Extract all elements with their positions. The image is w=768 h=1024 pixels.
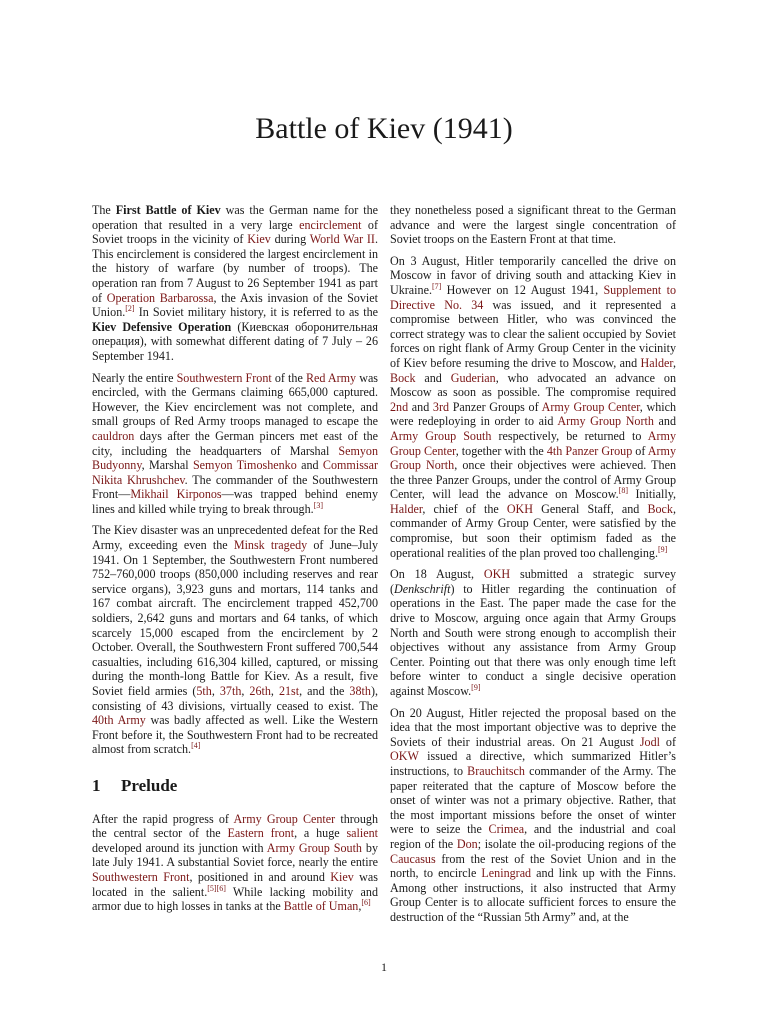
paragraph: Nearly the entire Southwestern Front of the Red Army was encircled, with the Germans claiming 665,000 captured. However, the Kiev encirclement was not complete, and small groups of Red Army troops managed to escape the cauldron days after the German pincers met east of the city, including the headquarters of Marshal Semyon Budyonny, Marshal Semyon Timoshenko and Commissar Nikita Khrushchev. The commander of the Southwestern Front—Mikhail Kirponos—was trapped behind enemy lines and killed while trying to break through.[3] bbox=[92, 370, 379, 516]
link-supplement-directive-34[interactable]: Supplement to Directive No. 34 bbox=[390, 282, 676, 312]
link-halder[interactable]: Halder bbox=[640, 355, 673, 370]
link-don[interactable]: Don bbox=[456, 836, 478, 851]
left-column bbox=[92, 203, 378, 921]
link-southwestern-front[interactable]: Southwestern Front bbox=[176, 370, 272, 385]
section-title: Prelude bbox=[121, 775, 178, 795]
link-3rd-panzer[interactable]: 3rd bbox=[432, 399, 450, 414]
link-army-group-south[interactable]: Army Group South bbox=[266, 840, 362, 855]
section-heading bbox=[92, 775, 378, 795]
link-jodl[interactable]: Jodl bbox=[639, 734, 660, 749]
link-halder[interactable]: Halder bbox=[390, 501, 423, 516]
citation-link[interactable]: [6] bbox=[361, 898, 371, 908]
citation-link[interactable]: [3] bbox=[313, 500, 324, 510]
link-2nd-panzer[interactable]: 2nd bbox=[390, 399, 409, 414]
link-5th-army[interactable]: 5th bbox=[196, 684, 212, 698]
link-army-group-north[interactable]: Army Group North bbox=[557, 414, 654, 429]
page-number: 1 bbox=[381, 960, 387, 974]
paragraph: On 20 August, Hitler rejected the proposal based on the idea that the most important objective was to deprive the Soviets of their industrial areas. On 21 August Jodl of OKW issued a directive, which summarized Hitler’s instructions, to Brauchitsch commander of the Army. The paper reiterated that the capture of Moscow before the onset of winter was not a primary objective. Rather, that the most important missions before the onset of winter were to seize the Crimea, and the industrial and coal region of the Don; isolate the oil-producing regions of the Caucasus from the rest of the Soviet Union and in the north, to encircle Leningrad and link up with the Finns. Among other instructions, it also instructed that Army Group Center is to allocate sufficient forces to ensure the destruction of the “Russian 5th Army” and, at the bbox=[390, 705, 677, 924]
link-red-army[interactable]: Red Army bbox=[305, 370, 357, 385]
italic-term: Denkschrift bbox=[394, 581, 451, 596]
link-salient[interactable]: salient bbox=[346, 826, 379, 841]
paragraph: The First Battle of Kiev was the German name for the operation that resulted in a very large encirclement of Soviet troops in the vicinity of Kiev during World War II. This encirclement is considered the largest encirclement in the history of warfare (by number of troops). The operation ran from 7 August to 26 September 1941 as part of Operation Barbarossa, the Axis invasion of the Soviet Union.[2] In Soviet military history, it is referred to as the Kiev Defensive Operation (Киевская оборонительная операция), with somewhat different dating of 7 July – 26 September 1941. bbox=[92, 203, 378, 363]
link-brauchitsch[interactable]: Brauchitsch bbox=[467, 763, 525, 778]
citation-link[interactable]: [7] bbox=[431, 281, 442, 291]
link-bock[interactable]: Bock bbox=[647, 501, 673, 516]
right-column bbox=[390, 203, 676, 932]
link-world-war-ii[interactable]: World War II bbox=[309, 232, 375, 247]
link-crimea[interactable]: Crimea bbox=[488, 822, 525, 837]
link-operation-barbarossa[interactable]: Operation Barbarossa bbox=[106, 290, 214, 305]
link-army-group-center[interactable]: Army Group Center bbox=[541, 399, 640, 414]
link-encirclement[interactable]: encirclement bbox=[299, 217, 362, 232]
link-bock[interactable]: Bock bbox=[390, 370, 416, 385]
bold-term: Kiev Defensive Operation bbox=[92, 319, 232, 334]
link-army-group-center[interactable]: Army Group Center bbox=[390, 428, 676, 458]
link-guderian[interactable]: Guderian bbox=[450, 370, 496, 385]
link-40th-army[interactable]: 40th Army bbox=[92, 713, 146, 728]
paragraph: On 3 August, Hitler temporarily cancelled the drive on Moscow in favor of driving south and attacking Kiev in Ukraine.[7] However on 12 August 1941, Supplement to Directive No. 34 was issued, and it represented a compromise between Hitler, who was convinced the correct strategy was to clear the salient occupied by Soviet forces on right flank of Army Group Center in the vicinity of Kiev before resuming the drive to Moscow, and Halder, Bock and Guderian, who advocated an advance on Moscow as soon as possible. The compromise required 2nd and 3rd Panzer Groups of Army Group Center, which were redeploying in order to aid Army Group North and Army Group South respectively, be returned to Army Group Center, together with the 4th Panzer Group of Army Group North, once their objectives were achieved. Then the three Panzer Groups, under the control of Army Group Center, will lead the advance on Moscow.[8] Initially, Halder, chief of the OKH General Staff, and Bock, commander of Army Group Center, were satisfied by the compromise, but soon their optimism faded as the operational realities of the plan proved too challenging.[9] bbox=[390, 253, 677, 560]
link-okw[interactable]: OKW bbox=[390, 749, 419, 764]
citation-link[interactable]: [2] bbox=[125, 304, 135, 314]
citation-link[interactable]: [4] bbox=[191, 741, 201, 751]
link-minsk-tragedy[interactable]: Minsk tragedy bbox=[233, 538, 308, 553]
citation-link[interactable]: [5][6] bbox=[207, 883, 226, 893]
link-37th-army[interactable]: 37th bbox=[219, 684, 242, 698]
paragraph: The Kiev disaster was an unprecedented defeat for the Red Army, exceeding even the Minsk tragedy of June–July 1941. On 1 September, the Southwestern Front numbered 752–760,000 troops (850,000 including reserves and rear service organs), 3,923 guns and mortars, 114 tanks and 167 combat aircraft. The encirclement trapped 452,700 soldiers, 2,642 guns and mortars and 64 tanks, of which scarcely 15,000 escaped from the encirclement by 2 October. Overall, the Southwestern Front suffered 700,544 casualties, including 616,304 killed, captured, or missing during the month-long Battle for Kiev. As a result, five Soviet field armies (5th, 37th, 26th, 21st, and the 38th), consisting of 43 divisions, virtually ceased to exist. The 40th Army was badly affected as well. Like the Western Front before it, the Southwestern Front had to be recreated almost from scratch.[4] bbox=[92, 523, 379, 757]
citation-link[interactable]: [8] bbox=[618, 486, 629, 496]
link-army-group-north[interactable]: Army Group North bbox=[390, 443, 676, 473]
paragraph: After the rapid progress of Army Group Center through the central sector of the Eastern front, a huge salient developed around its junction with Army Group South by late July 1941. A substantial Soviet force, nearly the entire Southwestern Front, positioned in and around Kiev was located in the salient.[5][6] While lacking mobility and armor due to high losses in tanks at the Battle of Uman,[6] bbox=[92, 811, 379, 914]
article-title: Battle of Kiev (1941) bbox=[255, 112, 513, 145]
link-okh[interactable]: OKH bbox=[506, 501, 534, 516]
section-number: 1 bbox=[92, 775, 101, 795]
link-eastern-front[interactable]: Eastern front bbox=[227, 826, 295, 841]
link-army-group-center[interactable]: Army Group Center bbox=[233, 811, 336, 826]
link-semyon-budyonny[interactable]: Semyon Budyonny bbox=[92, 443, 378, 473]
link-nikita-khrushchev[interactable]: Commissar Nikita Khrushchev bbox=[92, 458, 379, 487]
paragraph: they nonetheless posed a significant threat to the German advance and were the largest single concentration of Soviet troops on the Eastern Front at that time. bbox=[390, 203, 676, 247]
link-semyon-timoshenko[interactable]: Semyon Timoshenko bbox=[192, 458, 297, 473]
link-army-group-south[interactable]: Army Group South bbox=[390, 428, 492, 443]
paragraph: On 18 August, OKH submitted a strategic survey (Denkschrift) to Hitler regarding the continuation of operations in the East. The paper made the case for the drive to Moscow, arguing once again that Army Groups North and South were strong enough to accomplish their objectives without any assistance from Army Group Center. Pointing out that there was only enough time left before winter to conduct a single decisive operation against Moscow.[9] bbox=[390, 567, 676, 698]
link-38th-army[interactable]: 38th bbox=[349, 684, 371, 698]
link-26th-army[interactable]: 26th bbox=[249, 684, 271, 698]
link-kiev[interactable]: Kiev bbox=[247, 232, 271, 247]
link-southwestern-front[interactable]: Southwestern Front bbox=[92, 869, 190, 884]
citation-link[interactable]: [9] bbox=[658, 544, 668, 554]
link-mikhail-kirponos[interactable]: Mikhail Kirponos bbox=[130, 487, 222, 502]
link-caucasus[interactable]: Caucasus bbox=[390, 851, 436, 866]
bold-term: First Battle of Kiev bbox=[115, 203, 221, 217]
citation-link[interactable]: [9] bbox=[471, 682, 481, 692]
link-21st-army[interactable]: 21st bbox=[278, 684, 300, 698]
link-okh[interactable]: OKH bbox=[483, 567, 511, 582]
link-4th-panzer-group[interactable]: 4th Panzer Group bbox=[546, 443, 633, 458]
link-cauldron[interactable]: cauldron bbox=[92, 428, 135, 443]
link-battle-of-uman[interactable]: Battle of Uman bbox=[283, 899, 359, 914]
link-leningrad[interactable]: Leningrad bbox=[481, 866, 532, 881]
link-kiev[interactable]: Kiev bbox=[330, 869, 354, 884]
